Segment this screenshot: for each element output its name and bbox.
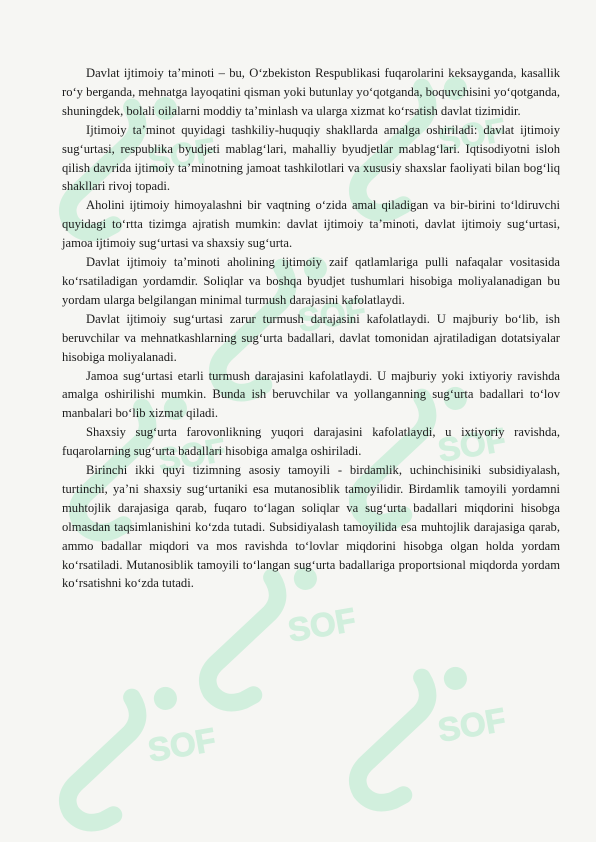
paragraph-7: Shaxsiy sug‘urta farovonlikning yuqori darajasini kafolatlaydi, u ixtiyoriy ravishda, fuqarolarning sug‘urta badallari hisobiga amalga oshiriladi. — [62, 425, 560, 459]
paragraph-1: Davlat ijtimoiy ta’minoti – bu, O‘zbekiston Respublikasi fuqarolarini keksayganda, kasallik ro‘y berganda, mehnatga layoqatini qisman yoki butunlay yo‘qotganda, boquvchisini yo‘qotganda, shuningdek, bolali oilalarni moddiy ta’minlash va ularga xizmat ko‘rsatish davlat tizimidir. — [62, 66, 560, 118]
document-body — [62, 64, 560, 593]
paragraph-8: Birinchi ikki quyi tizimning asosiy tamoyili - birdamlik, uchinchisiniki subsidiyalash, turtinchi, ya’ni shaxsiy sug‘urtaniki esa mutanosiblik tamoyilidir. Birdamlik tamoyili yordamni muhtojlik darajasiga qarab, fuqaro to‘lagan soliqlar va sug‘urta badallari miqdorini hisobga olmasdan taqsimlanishini ko‘zda tutadi. Subsidiyalash tamoyilida esa muhtojlik darajasiga qarab, ammo badallar miqdori va mos ravishda to‘lovlar miqdorini hisobga olgan holda yordam ko‘rsatiladi. Mutanosiblik tamoyili to‘langan sug‘urta badallariga proportsional miqdorda yordam ko‘rsatishni ko‘zda tutadi. — [62, 463, 560, 591]
watermark-mark — [61, 669, 236, 842]
paragraph-6: Jamoa sug‘urtasi etarli turmush darajasini kafolatlaydi. U majburiy yoki ixtiyoriy ravishda amalga oshirilishi mumkin. Bunda ish beruvchilar va yollanganning sug‘urta badallari to‘lov manbalari bo‘lib xizmat qiladi. — [62, 368, 560, 421]
paragraph-5: Davlat ijtimoiy sug‘urtasi zarur turmush darajasini kafolatlaydi. U majburiy bo‘lib, ish beruvchilar va mehnatkashlarning sug‘urta badallari, davlat tomonidan ajratiladigan dotatsiyalar hisobiga moliyalanadi. — [62, 311, 560, 364]
paragraph-2: Ijtimoiy ta’minot quyidagi tashkiliy-huquqiy shakllarda amalga oshiriladi: davlat ijtimoiy sug‘urtasi, respublika byudjeti mablag‘lari, mahalliy byudjetlar mablag‘lari. Iqtisodiyotni isloh qilish davrida ijtimoiy ta’minotning jamoat tashkilotlari va xususiy shaxslar faoliyati bilan bog‘liq shakllari rivoj topadi. — [62, 122, 560, 194]
paragraph-4: Davlat ijtimoiy ta’minoti aholining ijtimoiy zaif qatlamlariga pulli nafaqalar vositasida ko‘rsatiladigan yordamdir. Soliqlar va boshqa byudjet tushumlari hisobiga moliyalanadigan bu yordam ularga belgilangan minimal turmush darajasini kafolatlaydi. — [62, 255, 560, 307]
paragraph-3: Aholini ijtimoiy himoyalashni bir vaqtning o‘zida amal qiladigan va bir-birini to‘ldiruvchi quyidagi to‘rtta tizimga ajratish mumkin: davlat ijtimoiy ta’minoti, davlat ijtimoiy sug‘urtasi, jamoa ijtimoiy sug‘urtasi va shaxsiy sug‘urta. — [62, 198, 560, 251]
watermark-mark — [351, 649, 526, 842]
